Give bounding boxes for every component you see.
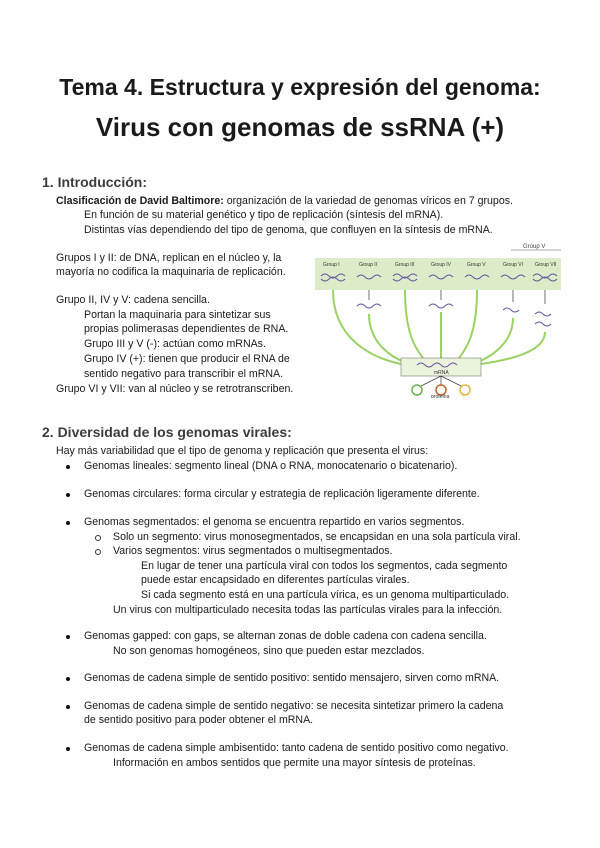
baltimore-diagram (313, 240, 563, 398)
bullet-linear: Genomas lineales: segmento lineal (DNA o RNA, monocatenario o bicatenario). (84, 460, 458, 472)
group-label-1: Group I (323, 262, 340, 268)
bullet-dot (66, 747, 70, 751)
group-label-3: Group III (395, 262, 415, 268)
bullet-positive-sense: Genomas de cadena simple de sentido positivo: sentido mensajero, sirven como mRNA. (84, 672, 500, 684)
multisegment-text-3: Si cada segmento está en una partícula vírica, es un genoma multiparticulado. (141, 589, 510, 601)
bullet-circular: Genomas circulares: forma circular y estrategia de replicación ligeramente diferente. (84, 488, 480, 500)
baltimore-line (56, 195, 513, 208)
sub-bullet-circle (95, 535, 101, 541)
ambisense-detail: Información en ambos sentidos que permite una mayor síntesis de proteínas. (113, 757, 476, 769)
bullet-dot (66, 521, 70, 525)
groups-text-4: Portan la maquinaria para sintetizar sus (84, 309, 271, 321)
sub-bullet-monosegment: Solo un segmento: virus monosegmentados, se encapsidan en una sola partícula viral. (113, 531, 521, 543)
bullet-dot (66, 677, 70, 681)
groups-text-9: Grupo VI y VII: van al núcleo y se retrotranscriben. (56, 383, 294, 395)
section-2-heading: 2. Diversidad de los genomas virales: (42, 424, 292, 440)
bullet-dot (66, 493, 70, 497)
negative-sense-detail: de sentido positivo para poder obtener el mRNA. (84, 714, 314, 726)
group-label-7: Group VII (535, 262, 557, 268)
sub-bullet-circle (95, 549, 101, 555)
groups-text-1: Grupos I y II: de DNA, replican en el núcleo y, la (56, 252, 282, 264)
multisegment-text-4: Un virus con multiparticulado necesita todas las partículas virales para la infección. (113, 604, 503, 616)
baltimore-term: Clasificación de David Baltimore: (56, 195, 224, 207)
page-title: Tema 4. Estructura y expresión del genoma: (59, 74, 541, 100)
page-subtitle: Virus con genomas de ssRNA (+) (95, 112, 505, 142)
mrna-label: mRNA (434, 370, 449, 376)
diagram-caption: Group V (523, 244, 546, 250)
groups-text-5: propias polimerasas dependientes de RNA. (84, 323, 289, 335)
bullet-ambisense: Genomas de cadena simple ambisentido: tanto cadena de sentido positivo como negativo. (84, 742, 509, 754)
bullet-gapped: Genomas gapped: con gaps, se alternan zonas de doble cadena con cadena sencilla. (84, 630, 487, 642)
protein-label: proteína (431, 394, 450, 398)
group-label-6: Group VI (503, 262, 524, 268)
groups-text-6: Grupo III y V (-): actúan como mRNAs. (84, 338, 266, 350)
sub-bullet-multisegment: Varios segmentos: virus segmentados o multisegmentados. (113, 545, 393, 557)
groups-text-8: sentido negativo para transcribir el mRNA. (84, 368, 284, 380)
groups-text-2: mayoría no codifica la maquinaria de replicación. (56, 266, 286, 278)
intro-line-2: En función de su material genético y tipo de replicación (síntesis del mRNA). (84, 209, 444, 221)
section-2-intro: Hay más variabilidad que el tipo de genoma y replicación que presenta el virus: (56, 445, 429, 457)
groups-text-7: Grupo IV (+): tienen que producir el RNA de (84, 353, 290, 365)
diagram-arrows (369, 290, 545, 304)
multisegment-text-2: puede estar encapsidado en diferentes partículas virales. (141, 574, 410, 586)
bullet-dot (66, 635, 70, 639)
multisegment-text-1: En lugar de tener una partícula viral con todos los segmentos, cada segmento (141, 560, 508, 572)
groups-text-3: Grupo II, IV y V: cadena sencilla. (56, 294, 210, 306)
group-label-4: Group IV (431, 262, 452, 268)
bullet-dot (66, 705, 70, 709)
group-label-2: Group II (359, 262, 378, 268)
group-label-5: Group V (467, 262, 486, 268)
bullet-negative-sense: Genomas de cadena simple de sentido negativo: se necesita sintetizar primero la cadena (84, 700, 504, 712)
bullet-segmented: Genomas segmentados: el genoma se encuentra repartido en varios segmentos. (84, 516, 465, 528)
gapped-detail: No son genomas homogéneos, sino que pueden estar mezclados. (113, 645, 425, 657)
baltimore-desc: organización de la variedad de genomas víricos en 7 grupos. (223, 195, 513, 207)
section-1-heading: 1. Introducción: (42, 174, 147, 190)
intro-line-3: Distintas vías dependiendo del tipo de genoma, que confluyen en la síntesis de mRNA. (84, 224, 493, 236)
bullet-dot (66, 465, 70, 469)
